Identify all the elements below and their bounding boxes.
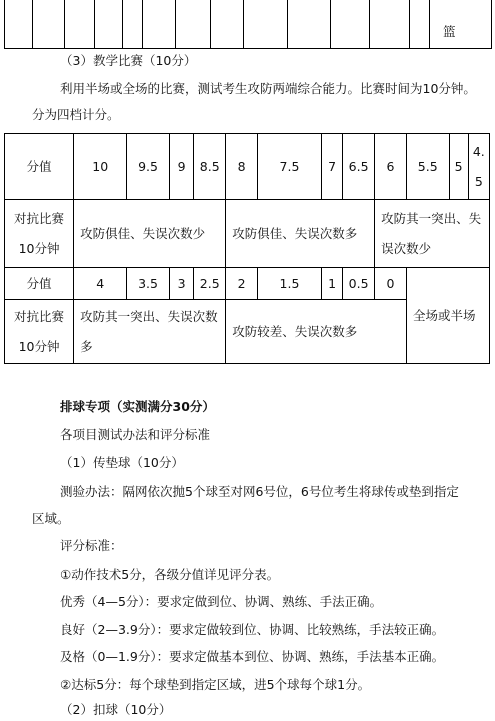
row-label: 分值 xyxy=(5,268,74,300)
score-cell: 5 xyxy=(449,134,468,200)
subsection-heading: （2）扣球（10分） xyxy=(60,702,172,717)
table-divider xyxy=(243,0,244,48)
row-label: 分值 xyxy=(5,134,74,200)
paragraph-line: 良好（2—3.9分）：要求定做较到位、协调、比较熟练，手法较正确。 xyxy=(60,622,445,637)
grade-description: 攻防其一突出、失误次数少 xyxy=(375,200,490,268)
paragraph-line: ②达标5分：每个球垫到指定区域，进5个球每个球1分。 xyxy=(60,677,371,692)
score-cell: 2.5 xyxy=(194,268,226,300)
paragraph-line: 及格（0—1.9分）：要求定做基本到位、协调、熟练，手法基本正确。 xyxy=(60,649,445,664)
previous-table-strip xyxy=(4,0,492,49)
row-label-line: 对抗比赛 xyxy=(14,308,65,324)
table-row xyxy=(5,200,490,268)
score-cell: 7 xyxy=(321,134,342,200)
row-label-line: 10分钟 xyxy=(18,240,60,256)
paragraph-line: 测验办法：隔网依次抛5个球至对网6号位，6号位考生将球传或垫到指定 xyxy=(60,484,459,499)
table-divider xyxy=(32,0,33,48)
row-label xyxy=(5,300,74,364)
table-row xyxy=(5,134,490,200)
paragraph-line: 各项目测试办法和评分标准 xyxy=(60,427,211,442)
score-cell xyxy=(468,134,489,200)
row-label xyxy=(5,200,74,268)
table-divider xyxy=(429,0,430,48)
score-cell: 6.5 xyxy=(343,134,375,200)
score-cell: 4 xyxy=(74,268,127,300)
score-cell: 2 xyxy=(226,268,258,300)
score-cell: 8.5 xyxy=(194,134,226,200)
section-heading: （3）教学比赛（10分） xyxy=(60,53,197,68)
table-divider xyxy=(94,0,95,48)
paragraph-line: 评分标准： xyxy=(60,538,123,553)
table-divider xyxy=(369,0,370,48)
paragraph-line: ①动作技术5分，各级分值详见评分表。 xyxy=(60,567,280,582)
subsection-heading: （1）传垫球（10分） xyxy=(60,455,184,470)
section-heading: 排球专项（实测满分30分） xyxy=(60,399,215,414)
table-divider xyxy=(122,0,123,48)
grade-description: 攻防其一突出、失误次数多 xyxy=(74,300,226,364)
table-divider xyxy=(142,0,143,48)
score-cell-part: 4. xyxy=(472,143,485,159)
score-cell: 9.5 xyxy=(127,134,170,200)
score-cell: 5.5 xyxy=(406,134,449,200)
table-divider xyxy=(210,0,211,48)
score-cell: 1 xyxy=(321,268,342,300)
table-divider xyxy=(409,0,410,48)
paragraph-line: 优秀（4—5分）：要求定做到位、协调、熟练、手法正确。 xyxy=(60,594,383,609)
score-cell: 3.5 xyxy=(127,268,170,300)
table-divider xyxy=(175,0,176,48)
row-label-line: 对抗比赛 xyxy=(14,210,65,226)
row-label-line: 10分钟 xyxy=(18,338,60,354)
score-cell: 0 xyxy=(375,268,407,300)
score-cell: 3 xyxy=(169,268,193,300)
table-divider xyxy=(287,0,288,48)
score-cell: 7.5 xyxy=(258,134,322,200)
score-cell-part: 5 xyxy=(474,173,483,189)
merged-cell: 全场或半场 xyxy=(406,268,489,364)
grade-description: 攻防俱佳、失误次数少 xyxy=(74,200,226,268)
score-cell: 0.5 xyxy=(343,268,375,300)
grade-description: 攻防俱佳、失误次数多 xyxy=(226,200,375,268)
table-divider xyxy=(330,0,331,48)
table-divider xyxy=(64,0,65,48)
table-cell: 篮 xyxy=(443,24,456,39)
score-cell: 8 xyxy=(226,134,258,200)
score-cell: 10 xyxy=(74,134,127,200)
grade-description: 攻防较差、失误次数多 xyxy=(226,300,407,364)
score-cell: 1.5 xyxy=(258,268,322,300)
table-row xyxy=(5,268,490,300)
paragraph-line: 分为四档计分。 xyxy=(32,107,120,122)
score-table xyxy=(4,133,490,364)
paragraph-line: 区域。 xyxy=(32,511,70,526)
paragraph-line: 利用半场或全场的比赛，测试考生攻防两端综合能力。比赛时间为10分钟。 xyxy=(60,81,476,96)
score-cell: 9 xyxy=(169,134,193,200)
score-cell: 6 xyxy=(375,134,407,200)
